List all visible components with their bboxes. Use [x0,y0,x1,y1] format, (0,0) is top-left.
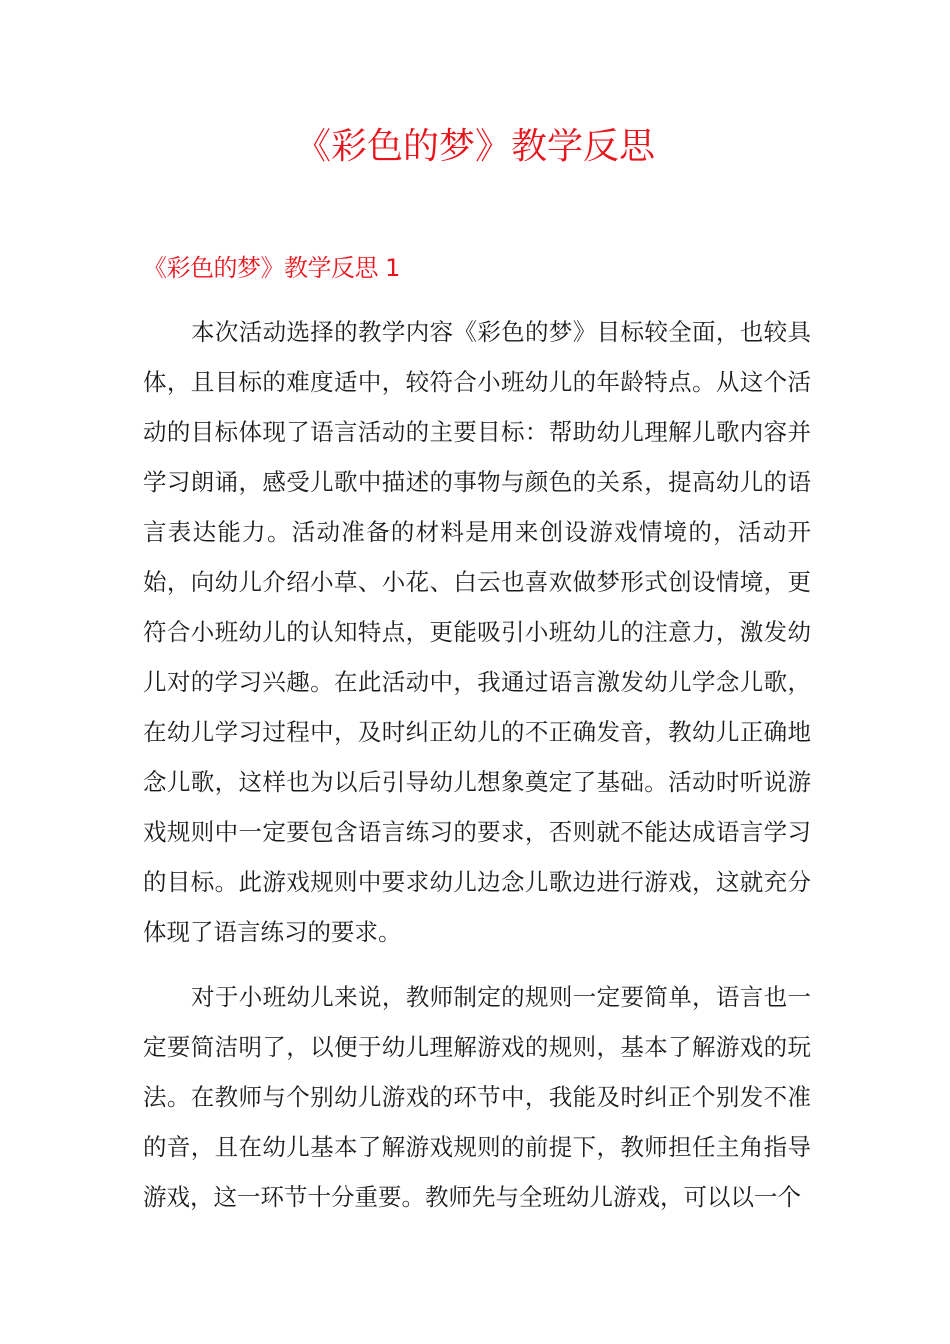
document-title: 《彩色的梦》教学反思 [294,126,655,167]
body-paragraph-1: 本次活动选择的教学内容《彩色的梦》目标较全面，也较具体，且目标的难度适中，较符合小班幼儿的年龄特点。从这个活动的目标体现了语言活动的主要目标：帮助幼儿理解儿歌内容并学习朗诵，感受儿歌中描述的事物与颜色的关系，提高幼儿的语言表达能力。活动准备的材料是用来创设游戏情境的，活动开始，向幼儿介绍小草、小花、白云也喜欢做梦形式创设情境，更符合小班幼儿的认知特点，更能吸引小班幼儿的注意力，激发幼儿对的学习兴趣。在此活动中，我通过语言激发幼儿学念儿歌，在幼儿学习过程中，及时纠正幼儿的不正确发音，教幼儿正确地念儿歌，这样也为以后引导幼儿想象奠定了基础。活动时听说游戏规则中一定要包含语言练习的要求，否则就不能达成语言学习的目标。此游戏规则中要求幼儿边念儿歌边进行游戏，这就充分体现了语言练习的要求。 [143,318,811,946]
body-paragraph-2: 对于小班幼儿来说，教师制定的规则一定要简单，语言也一定要简洁明了，以便于幼儿理解游戏的规则，基本了解游戏的玩法。在教师与个别幼儿游戏的环节中，我能及时纠正个别发不准的音，且在幼儿基本了解游戏规则的前提下，教师担任主角指导游戏，这一环节十分重要。教师先与全班幼儿游戏，可以以一个 [143,983,811,1211]
section-heading: 《彩色的梦》教学反思 1 [143,254,400,282]
